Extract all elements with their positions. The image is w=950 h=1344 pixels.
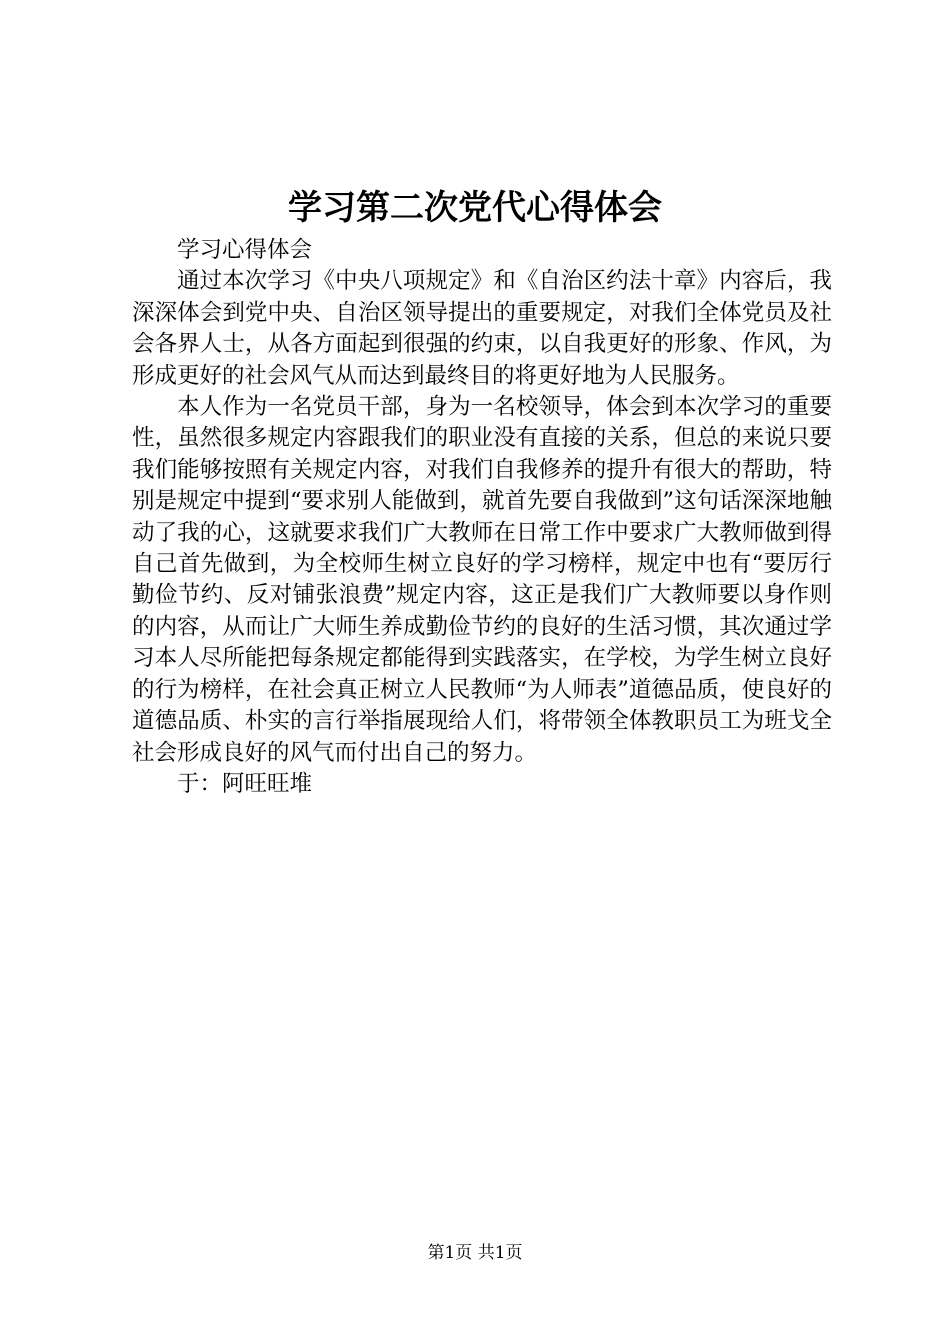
body-paragraph-2: 本人作为一名党员干部，身为一名校领导，体会到本次学习的重要性，虽然很多规定内容跟我们的职业没有直接的关系，但总的来说只要我们能够按照有关规定内容，对我们自我修养的提升有很大的帮助，特别是规定中提到“要求别人能做到，就首先要自我做到”这句话深深地触动了我的心，这就要求我们广大教师在日常工作中要求广大教师做到得自己首先做到，为全校师生树立良好的学习榜样，规定中也有“要厉行勤俭节约、反对铺张浪费”规定内容，这正是我们广大教师要以身作则的内容，从而让广大师生养成勤俭节约的良好的生活习惯，其次通过学习本人尽所能把每条规定都能得到实践落实，在学校，为学生树立良好的行为榜样，在社会真正树立人民教师“为人师表”道德品质，使良好的道德品质、朴实的言行举指展现给人们，将带领全体教职员工为班戈全社会形成良好的风气而付出自己的努力。: [132, 394, 832, 766]
body-paragraph-1: 通过本次学习《中央八项规定》和《自治区约法十章》内容后，我深深体会到党中央、自治区领导提出的重要规定，对我们全体党员及社会各界人士，从各方面起到很强的约束，以自我更好的形象、作风，为形成更好的社会风气从而达到最终目的将更好地为人民服务。: [132, 268, 832, 389]
signature-line: 于：阿旺旺堆: [177, 770, 313, 797]
document-subtitle: 学习心得体会: [177, 237, 313, 263]
document-title: 学习第二次党代心得体会: [288, 188, 662, 228]
document-body: [132, 235, 832, 800]
page-footer: 第1页 共1页: [427, 1243, 523, 1263]
